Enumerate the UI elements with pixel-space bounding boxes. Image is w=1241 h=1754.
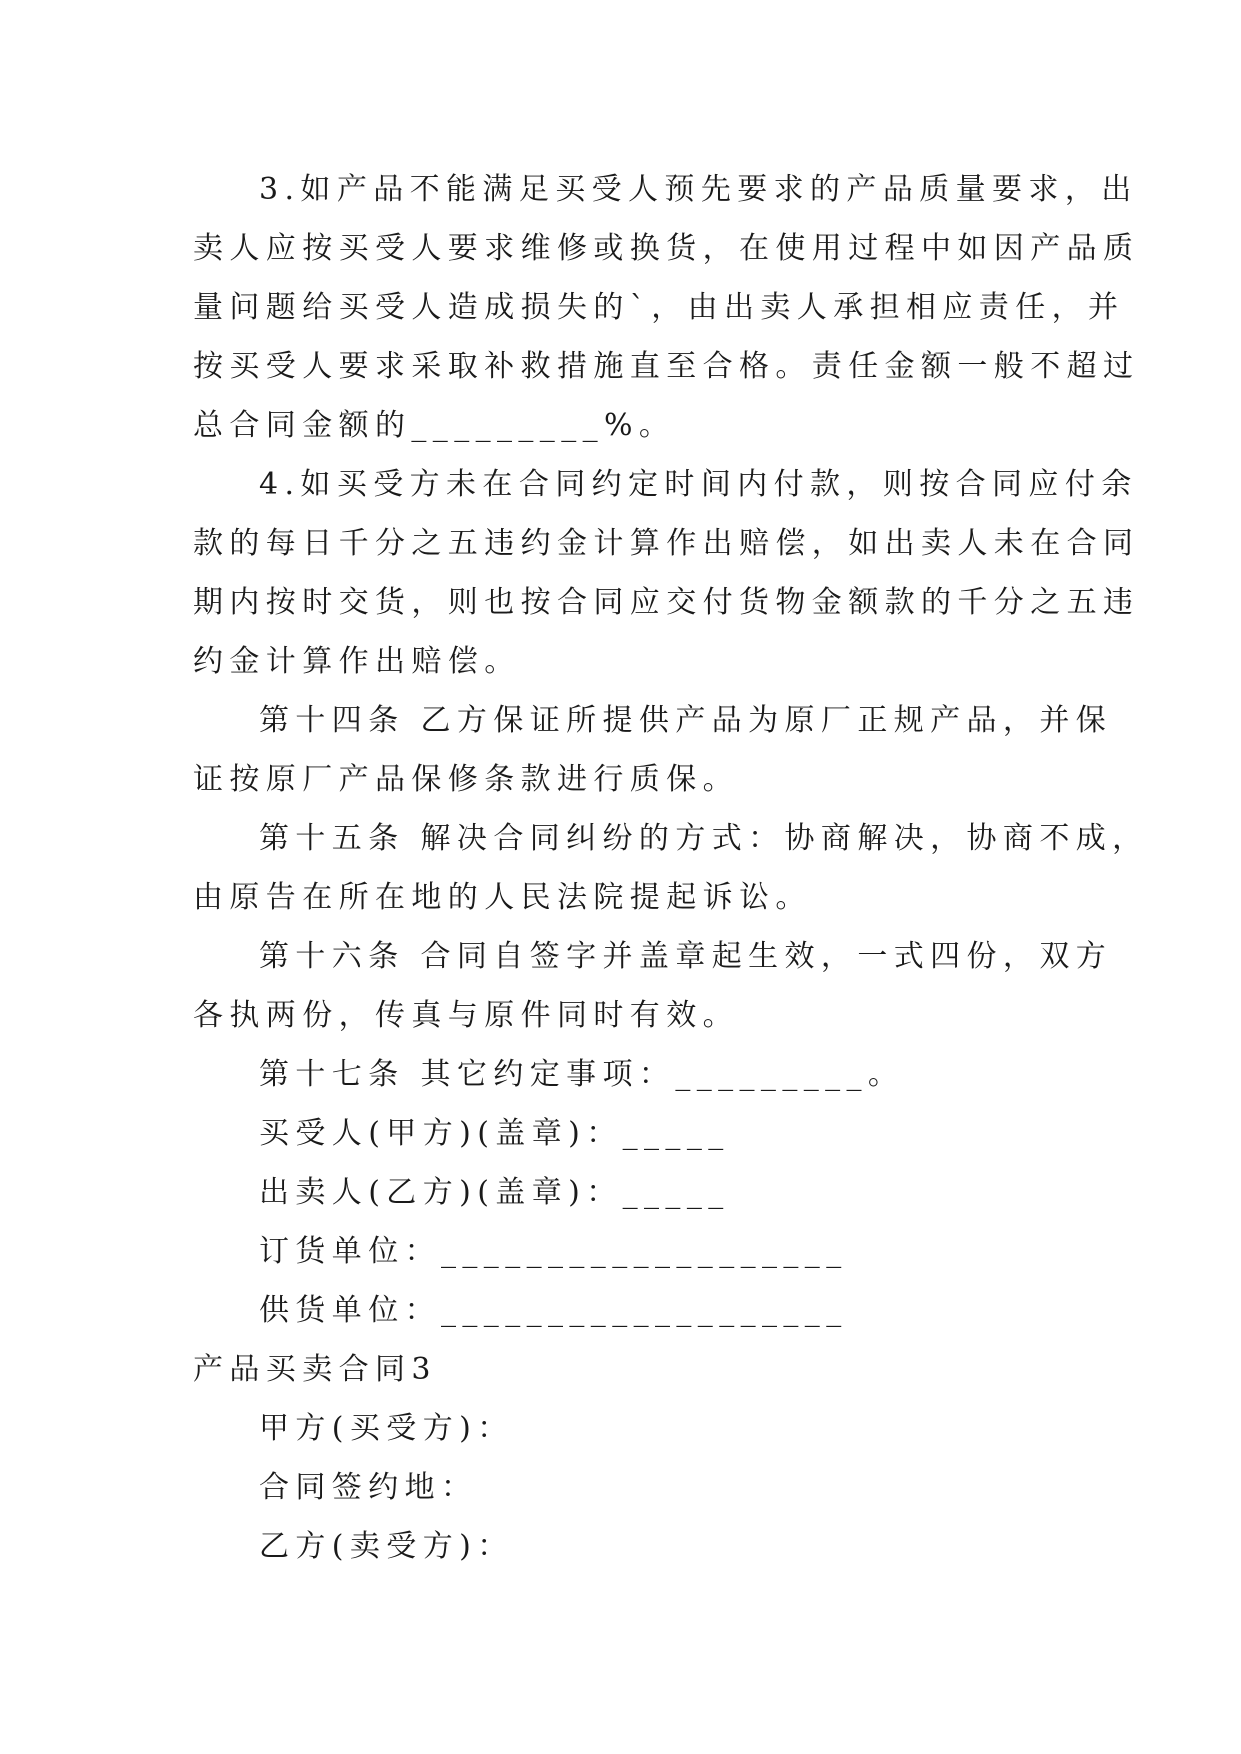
paragraph-line: 卖人应按买受人要求维修或换货，在使用过程中如因产品质 — [193, 231, 1140, 266]
article-14-paragraph — [193, 691, 1113, 809]
paragraph-line: 量问题给买受人造成损失的`，由出卖人承担相应责任，并 — [193, 290, 1125, 325]
paragraph-line: 由原告在所在地的人民法院提起诉讼。 — [193, 880, 812, 915]
supply-unit-line: 供货单位：___________________ — [259, 1293, 848, 1328]
paragraph-line: 第十六条 合同自签字并盖章起生效，一式四份，双方 — [259, 939, 1113, 974]
paragraph-line: 第十七条 其它约定事项：_________。 — [259, 1057, 905, 1092]
paragraph-line: 总合同金额的_________%。 — [193, 408, 676, 443]
paragraph-line: 第十五条 解决合同纠纷的方式：协商解决，协商不成， — [259, 821, 1149, 856]
order-unit-line: 订货单位：___________________ — [259, 1234, 848, 1269]
article-15-paragraph — [193, 809, 1149, 927]
paragraph-line: 3.如产品不能满足买受人预先要求的产品质量要求，出 — [259, 172, 1138, 207]
paragraph-line: 各执两份，传真与原件同时有效。 — [193, 998, 739, 1033]
next-contract-section — [193, 1340, 1053, 1576]
contract-heading: 产品买卖合同3 — [193, 1352, 437, 1387]
buyer-signature-line: 买受人(甲方)(盖章)：_____ — [259, 1116, 730, 1151]
clause-3-paragraph — [193, 160, 1140, 455]
party-a-line: 甲方(买受方)： — [259, 1411, 514, 1446]
article-17-paragraph — [193, 1045, 1053, 1104]
paragraph-line: 证按原厂产品保修条款进行质保。 — [193, 762, 739, 797]
signing-place-line: 合同签约地： — [259, 1470, 478, 1505]
paragraph-line: 款的每日千分之五违约金计算作出赔偿，如出卖人未在合同 — [193, 526, 1140, 561]
paragraph-line: 期内按时交货，则也按合同应交付货物金额款的千分之五违 — [193, 585, 1140, 620]
clause-4-paragraph — [193, 455, 1140, 691]
party-b-line: 乙方(卖受方)： — [259, 1529, 514, 1564]
paragraph-line: 约金计算作出赔偿。 — [193, 644, 521, 679]
paragraph-line: 第十四条 乙方保证所提供产品为原厂正规产品，并保 — [259, 703, 1113, 738]
document-body — [193, 160, 1149, 1576]
signature-block — [193, 1104, 1053, 1340]
paragraph-line: 按买受人要求采取补救措施直至合格。责任金额一般不超过 — [193, 349, 1140, 384]
seller-signature-line: 出卖人(乙方)(盖章)：_____ — [259, 1175, 730, 1210]
paragraph-line: 4.如买受方未在合同约定时间内付款，则按合同应付余 — [259, 467, 1138, 502]
article-16-paragraph — [193, 927, 1113, 1045]
